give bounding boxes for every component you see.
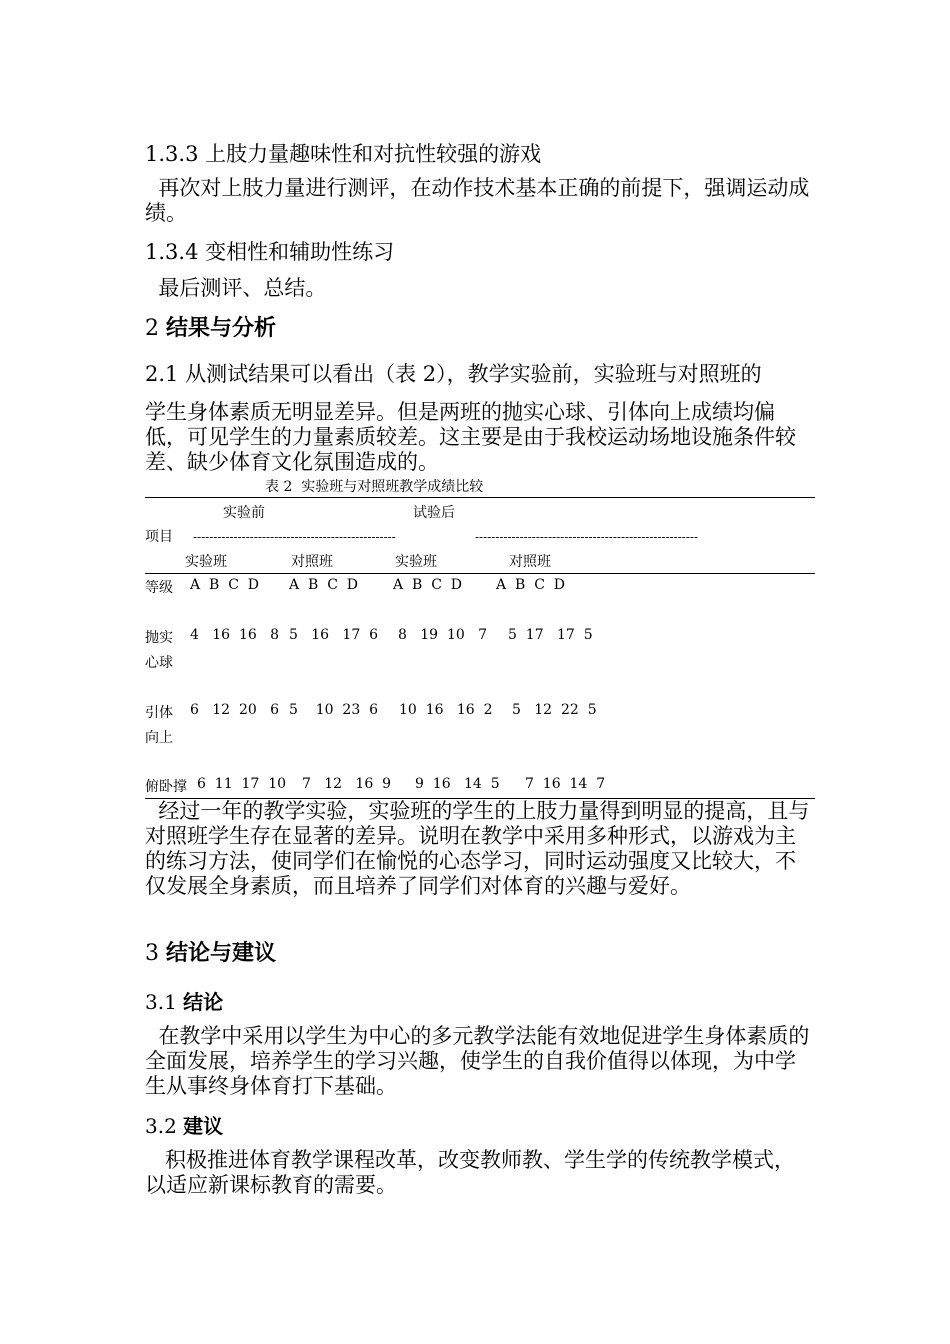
table-cell: 10 16 16 2 (399, 702, 493, 718)
table-cell: 5 12 22 5 (512, 702, 597, 718)
class-exp-after: 实验班 (395, 554, 437, 570)
row-name-line2: 心球 (145, 655, 173, 671)
heading-2-title: 结果与分析 (166, 315, 277, 341)
row-name: 引体 (145, 705, 173, 721)
group-after-label: 试验后 (413, 505, 455, 521)
heading-2 (145, 311, 276, 342)
table-cell: 5 10 23 6 (289, 702, 379, 718)
grade-cell: A B C D (289, 577, 359, 593)
table-top-rule (145, 497, 815, 498)
grade-cell: A B C D (496, 577, 566, 593)
heading-3-1-number: 3.1 (145, 990, 184, 1014)
row-name-line2: 向上 (145, 730, 173, 746)
table-header-rule (145, 573, 815, 574)
heading-3 (145, 936, 276, 967)
class-ctrl-before: 对照班 (291, 554, 333, 570)
class-exp-before: 实验班 (185, 554, 227, 570)
table-cell: 9 16 14 5 (415, 776, 500, 792)
table-cell: 6 12 20 6 (190, 702, 280, 718)
paragraph-2-1-rest: 学生身体素质无明显差异。但是两班的抛实心球、引体向上成绩均偏低，可见学生的力量素质较差。这主要是由于我校运动场地设施条件较差、缺少体育文化氛围造成的。 (145, 400, 796, 474)
group-after-dashes: ------------------------------------------------------- (475, 530, 699, 544)
heading-3-1-title: 结论 (183, 990, 224, 1014)
paragraph-3-1: 在教学中采用以学生为中心的多元教学法能有效地促进学生身体素质的全面发展，培养学生的学习兴趣，使学生的自我价值得以体现，为中学生从事终身体育打下基础。 (145, 1024, 810, 1098)
item-label: 项目 (145, 529, 173, 545)
heading-3-2 (145, 1110, 223, 1139)
heading-3-title: 结论与建议 (166, 940, 277, 966)
paragraph-2-1-line1: 2.1 从测试结果可以看出（表 2），教学实验前，实验班与对照班的 (145, 362, 762, 386)
heading-1-3-4: 1.3.4 变相性和辅助性练习 (145, 240, 395, 264)
paragraph-1-3-4: 最后测评、总结。 (145, 276, 327, 300)
heading-3-number: 3 (145, 941, 166, 966)
class-ctrl-after: 对照班 (509, 554, 551, 570)
table-cell: 7 12 16 9 (302, 776, 392, 792)
heading-1-3-3: 1.3.3 上肢力量趣味性和对抗性较强的游戏 (145, 142, 542, 166)
grade-label: 等级 (145, 580, 173, 596)
heading-3-1 (145, 986, 223, 1015)
table-cell: 5 16 17 6 (289, 627, 379, 643)
table-cell: 8 19 10 7 (398, 627, 488, 643)
group-before-label: 实验前 (223, 505, 265, 521)
row-name: 抛实 (145, 630, 173, 646)
table-caption: 表 2 实验班与对照班教学成绩比较 (265, 479, 484, 495)
group-before-dashes: -------------------------------------------------- (193, 530, 396, 544)
paragraph-1-3-3: 再次对上肢力量进行测评，在动作技术基本正确的前提下，强调运动成绩。 (145, 176, 810, 225)
table-cell: 6 11 17 10 (197, 776, 287, 792)
paragraph-3-2: 积极推进体育教学课程改革，改变教师教、学生学的传统教学模式，以适应新课标教育的需要。 (145, 1148, 796, 1197)
heading-2-number: 2 (145, 316, 166, 341)
heading-3-2-number: 3.2 (145, 1114, 184, 1138)
row-name: 俯卧撑 (145, 779, 187, 795)
heading-3-2-title: 建议 (183, 1114, 224, 1138)
table-cell: 4 16 16 8 (190, 627, 280, 643)
grade-cell: A B C D (190, 577, 260, 593)
paragraph-after-table: 经过一年的教学实验，实验班的学生的上肢力量得到明显的提高，且与对照班学生存在显著的差异。说明在教学中采用多种形式，以游戏为主的练习方法，使同学们在愉悦的心态学习，同时运动强度又比较大，不仅发展全身素质，而且培养了同学们对体育的兴趣与爱好。 (145, 799, 810, 898)
table-cell: 7 16 14 7 (525, 776, 606, 792)
table-cell: 5 17 17 5 (508, 627, 593, 643)
grade-cell: A B C D (393, 577, 463, 593)
